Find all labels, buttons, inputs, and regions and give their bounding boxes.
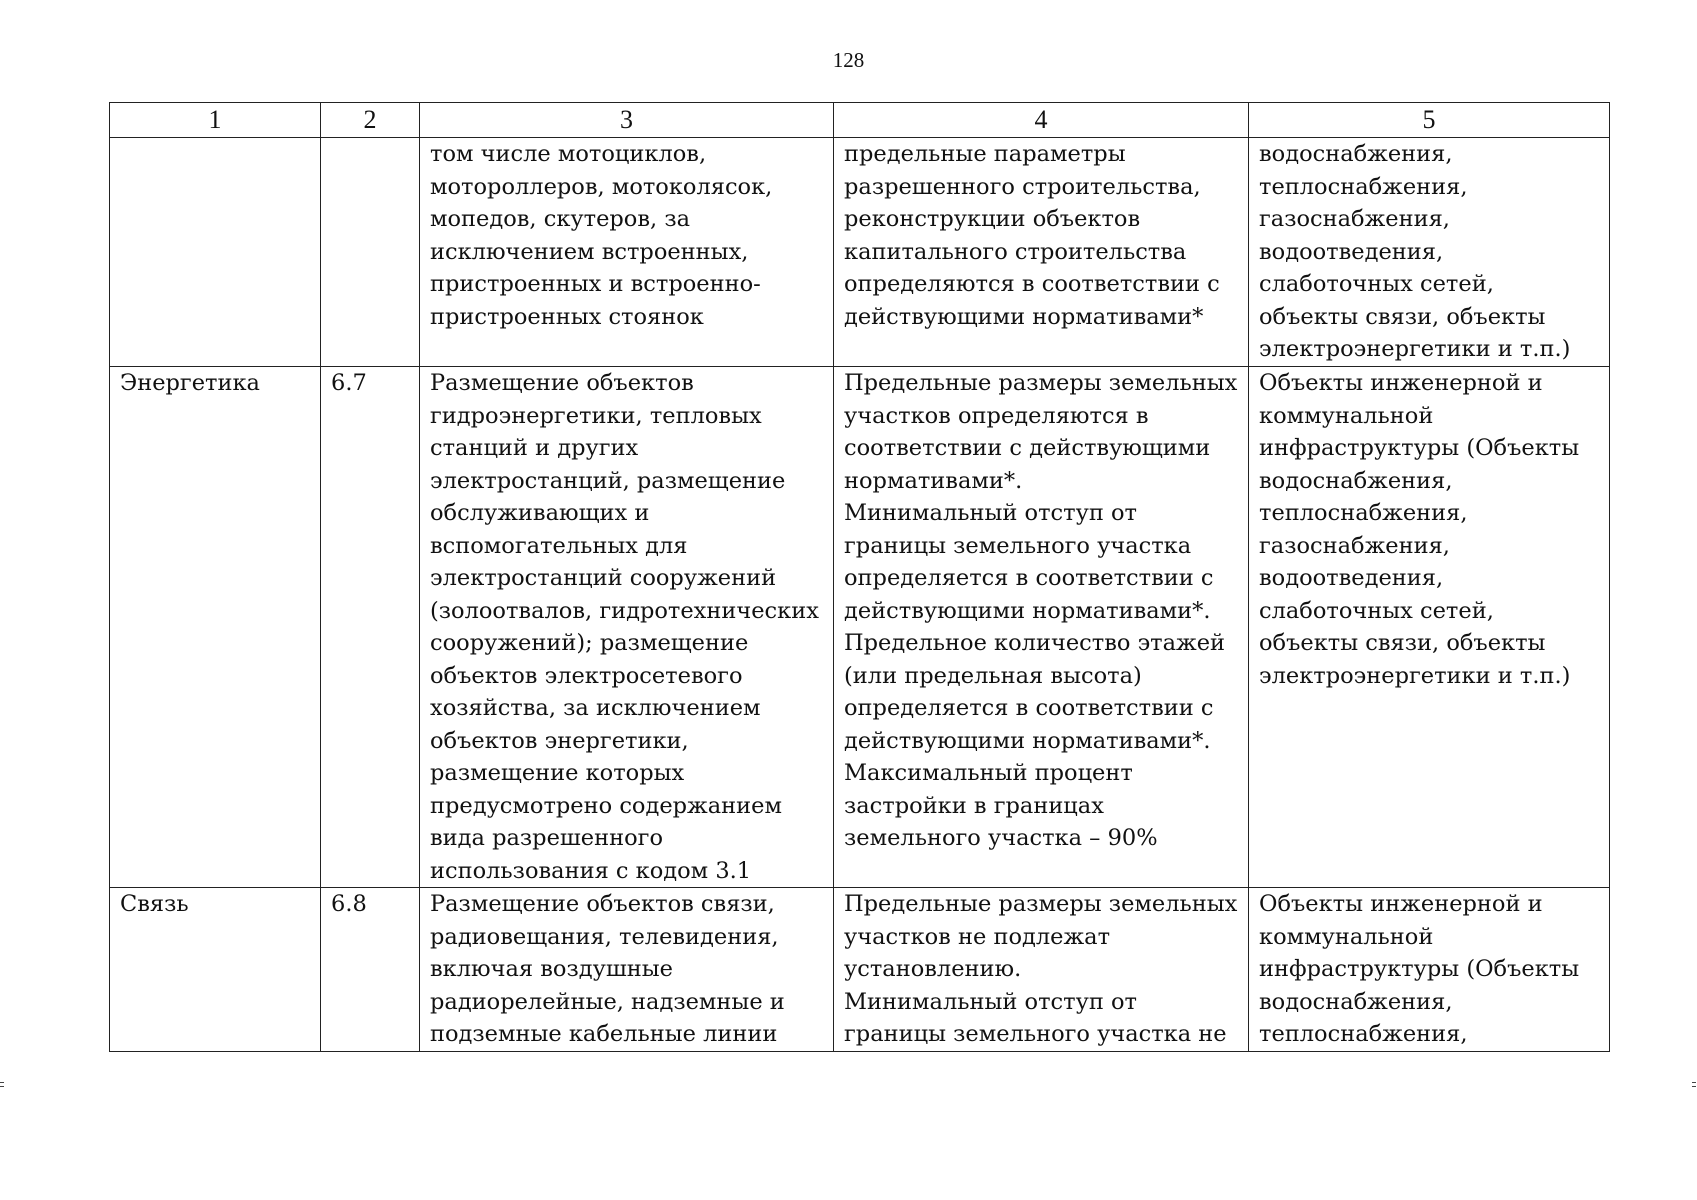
use-parameters-cell — [834, 888, 1249, 1052]
column-header-1: 1 — [110, 103, 321, 138]
use-code: 6.7 — [331, 370, 367, 396]
header-row — [110, 103, 1610, 138]
use-description: том числе мотоциклов, мотороллеров, мотоколясок, мопедов, скутеров, за исключением встроенных, пристроенных и встроенно- пристроенных стоянок — [430, 141, 773, 330]
land-use-table — [109, 102, 1610, 1052]
use-parameters: предельные параметры разрешенного строительства, реконструкции объектов капитального строительства определяются в соответствии с действующими нормативами* — [844, 141, 1220, 330]
use-name: Связь — [120, 891, 189, 917]
page-number: 128 — [832, 48, 865, 72]
use-description-cell — [420, 888, 834, 1052]
use-code-cell — [321, 138, 420, 367]
use-name: Энергетика — [120, 370, 260, 396]
use-code-cell — [321, 367, 420, 888]
use-name-cell — [110, 888, 321, 1052]
column-header-2: 2 — [321, 103, 420, 138]
column-header-3: 3 — [420, 103, 834, 138]
table-row — [110, 888, 1610, 1052]
table-row — [110, 138, 1610, 367]
column-header-5: 5 — [1249, 103, 1610, 138]
scan-edge-mark-right — [1692, 1082, 1696, 1083]
use-code: 6.8 — [331, 891, 367, 917]
scan-edge-mark-left — [0, 1086, 4, 1087]
auxiliary-uses: Объекты инженерной и коммунальной инфраструктуры (Объекты водоснабжения, теплоснабжения, газоснабжения, водоотведения, слаботочных сетей, объекты связи, объекты электроэнергетики и т.п.) — [1259, 370, 1580, 689]
scan-edge-mark-right — [1692, 1086, 1696, 1087]
auxiliary-uses: водоснабжения, теплоснабжения, газоснабжения, водоотведения, слаботочных сетей, объекты связи, объекты электроэнергетики и т.п.) — [1259, 141, 1571, 362]
auxiliary-uses-cell — [1249, 138, 1610, 367]
use-parameters-cell — [834, 138, 1249, 367]
use-parameters: Предельные размеры земельных участков определяются в соответствии с действующими нормативами*. Минимальный отступ от границы земельного участка определяется в соответствии с действующими нормативами*. Предельное количество этажей (или предельная высота) определяется в соответствии с действующими нормативами*. Максимальный процент застройки в границах земельного участка – 90% — [844, 370, 1238, 851]
table-row — [110, 367, 1610, 888]
scan-edge-mark-left — [0, 1082, 4, 1083]
use-description: Размещение объектов связи, радиовещания, телевидения, включая воздушные радиорелейные, надземные и подземные кабельные линии — [430, 891, 785, 1047]
auxiliary-uses: Объекты инженерной и коммунальной инфраструктуры (Объекты водоснабжения, теплоснабжения, — [1259, 891, 1580, 1047]
use-description-cell — [420, 367, 834, 888]
auxiliary-uses-cell — [1249, 888, 1610, 1052]
use-code-cell — [321, 888, 420, 1052]
use-description-cell — [420, 138, 834, 367]
column-header-4: 4 — [834, 103, 1249, 138]
use-description: Размещение объектов гидроэнергетики, тепловых станций и других электростанций, размещение обслуживающих и вспомогательных для электростанций сооружений (золоотвалов, гидротехнических сооружений); размещение объектов электросетевого хозяйства, за исключением объектов энергетики, размещение которых предусмотрено содержанием вида разрешенного использования с кодом 3.1 — [430, 370, 819, 884]
auxiliary-uses-cell — [1249, 367, 1610, 888]
use-name-cell — [110, 367, 321, 888]
use-name-cell — [110, 138, 321, 367]
use-parameters-cell — [834, 367, 1249, 888]
use-parameters: Предельные размеры земельных участков не подлежат установлению. Минимальный отступ от границы земельного участка не — [844, 891, 1238, 1047]
